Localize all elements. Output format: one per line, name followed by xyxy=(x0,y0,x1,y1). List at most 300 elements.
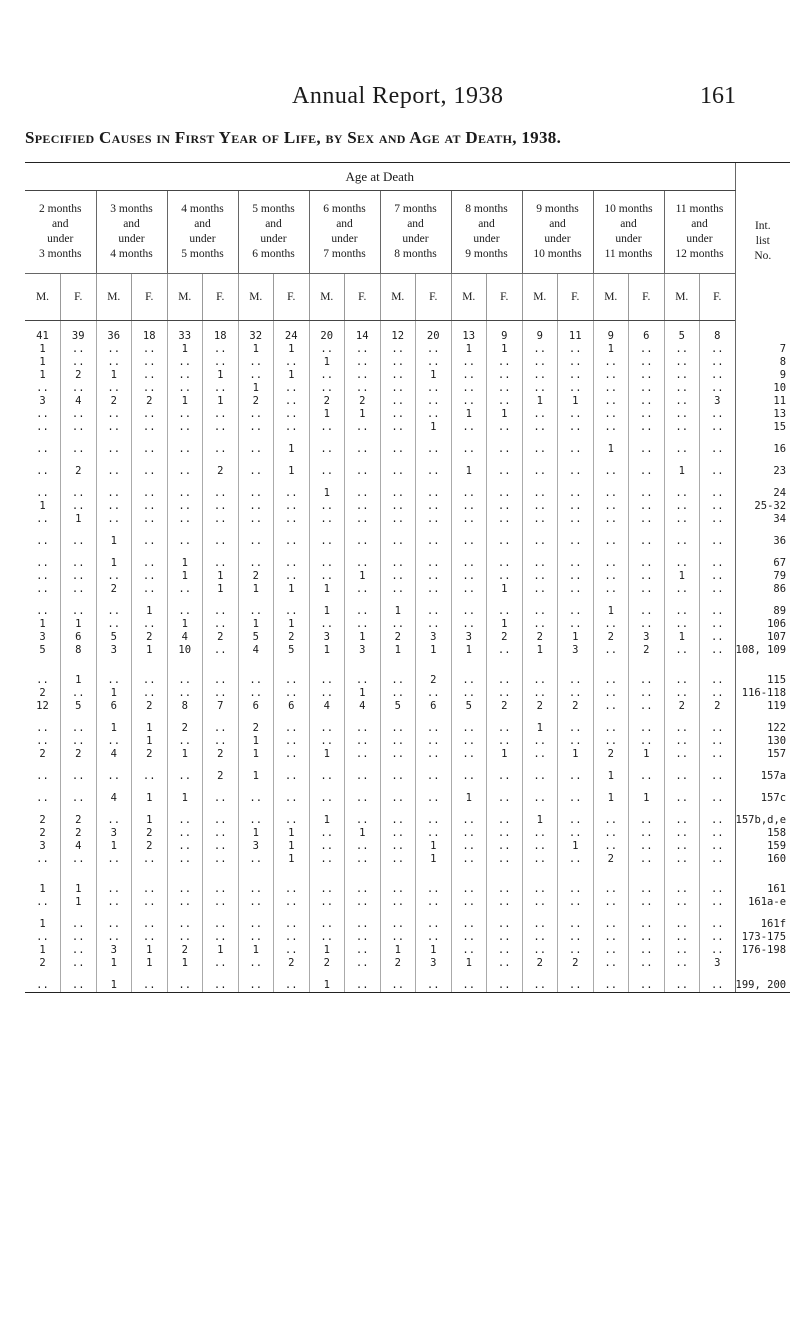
age-group-header xyxy=(593,191,664,274)
count-cell: 1 xyxy=(451,644,487,657)
count-cell: .. xyxy=(309,883,345,896)
count-cell: 1 xyxy=(593,343,629,356)
age-group-line: and xyxy=(194,218,211,230)
spacer-cell xyxy=(203,321,239,331)
female-header: F. xyxy=(487,274,523,321)
count-cell: .. xyxy=(203,918,239,931)
count-cell: .. xyxy=(416,735,452,748)
count-cell: .. xyxy=(274,918,310,931)
count-cell: 2 xyxy=(380,631,416,644)
int-list-number: 115 xyxy=(735,674,790,687)
count-cell: .. xyxy=(380,583,416,596)
spacer-cell xyxy=(96,548,132,557)
count-cell: .. xyxy=(36,465,49,477)
spacer-cell xyxy=(25,866,61,883)
int-header-line: Int. xyxy=(754,220,771,233)
count-cell: .. xyxy=(629,570,665,583)
spacer-cell xyxy=(167,970,203,979)
count-cell: 2 xyxy=(132,748,168,761)
spacer-cell xyxy=(96,970,132,979)
count-cell: .. xyxy=(345,979,381,993)
male-header: M. xyxy=(167,274,203,321)
count-cell: .. xyxy=(380,687,416,700)
table-row xyxy=(25,687,790,700)
int-list-number: 157a xyxy=(735,770,790,783)
count-cell: .. xyxy=(61,408,97,421)
age-group-line: 8 months xyxy=(394,248,437,260)
count-cell: .. xyxy=(132,356,168,369)
spacer-cell xyxy=(203,866,239,883)
count-cell: .. xyxy=(167,883,203,896)
spacer-cell xyxy=(96,657,132,674)
count-cell: .. xyxy=(451,557,487,570)
spacer-cell xyxy=(345,596,381,605)
spacer-cell xyxy=(487,456,523,465)
count-cell: 1 xyxy=(487,748,523,761)
count-cell: .. xyxy=(416,770,452,783)
count-cell: .. xyxy=(700,735,736,748)
count-cell: .. xyxy=(593,500,629,513)
count-cell: .. xyxy=(487,557,523,570)
count-cell: .. xyxy=(487,827,523,840)
count-cell: .. xyxy=(274,382,310,395)
spacer-cell xyxy=(380,713,416,722)
spacer-cell xyxy=(25,596,61,605)
count-cell: .. xyxy=(664,513,700,526)
count-cell: .. xyxy=(629,770,665,783)
count-cell: 1 xyxy=(167,557,203,570)
spacer-cell xyxy=(700,456,736,465)
count-cell: .. xyxy=(700,421,736,434)
spacer-cell xyxy=(61,548,97,557)
male-header: M. xyxy=(593,274,629,321)
count-cell: 1 xyxy=(629,748,665,761)
count-cell: 1 xyxy=(96,979,132,993)
count-cell: 24 xyxy=(274,330,310,343)
count-cell: .. xyxy=(416,792,452,805)
count-cell: .. xyxy=(309,853,345,866)
spacer-cell xyxy=(203,805,239,814)
spacer-cell xyxy=(274,909,310,918)
spacer-cell xyxy=(664,434,700,443)
count-cell: .. xyxy=(61,722,97,735)
spacer-cell xyxy=(167,783,203,792)
count-cell: 1 xyxy=(167,570,203,583)
spacer-cell xyxy=(735,970,790,979)
count-cell: 1 xyxy=(238,583,274,596)
count-cell: .. xyxy=(36,583,49,595)
count-cell: 1 xyxy=(238,343,274,356)
count-cell: 1 xyxy=(309,979,345,993)
count-cell: .. xyxy=(380,343,416,356)
count-cell: 1 xyxy=(593,605,629,618)
count-cell: 3 xyxy=(39,840,46,852)
spacer-cell xyxy=(132,970,168,979)
count-cell: 1 xyxy=(39,343,46,355)
spacer-row xyxy=(25,548,790,557)
count-cell: .. xyxy=(132,674,168,687)
count-cell: .. xyxy=(203,644,239,657)
spacer-cell xyxy=(416,805,452,814)
count-cell: .. xyxy=(700,570,736,583)
count-cell: .. xyxy=(380,618,416,631)
count-cell: .. xyxy=(167,931,203,944)
count-cell: .. xyxy=(309,535,345,548)
count-cell: .. xyxy=(629,465,665,478)
age-group-header xyxy=(309,191,380,274)
count-cell: 2 xyxy=(380,957,416,970)
age-group-line: 10 months xyxy=(533,248,582,260)
count-cell: .. xyxy=(167,443,203,456)
count-cell: 1 xyxy=(593,792,629,805)
int-list-number: 8 xyxy=(735,356,790,369)
male-header: M. xyxy=(664,274,700,321)
count-cell: .. xyxy=(61,979,97,993)
table-row xyxy=(25,722,790,735)
count-cell: .. xyxy=(238,408,274,421)
int-list-number: 122 xyxy=(735,722,790,735)
spacer-cell xyxy=(25,657,61,674)
count-cell: 1 xyxy=(203,369,239,382)
count-cell: .. xyxy=(132,979,168,993)
count-cell: .. xyxy=(36,722,49,734)
spacer-cell xyxy=(735,909,790,918)
spacer-cell xyxy=(451,526,487,535)
spacer-cell xyxy=(664,321,700,331)
count-cell: 2 xyxy=(203,465,239,478)
table-row xyxy=(25,570,790,583)
count-cell: .. xyxy=(522,382,558,395)
count-cell: .. xyxy=(238,853,274,866)
count-cell: .. xyxy=(629,814,665,827)
female-header: F. xyxy=(345,274,381,321)
spacer-cell xyxy=(664,526,700,535)
count-cell: .. xyxy=(487,382,523,395)
spacer-cell xyxy=(416,866,452,883)
count-cell: .. xyxy=(700,356,736,369)
count-cell: 3 xyxy=(416,957,452,970)
spacer-cell xyxy=(25,909,61,918)
count-cell: .. xyxy=(522,944,558,957)
spacer-cell xyxy=(167,321,203,331)
spacer-cell xyxy=(238,434,274,443)
count-cell: 1 xyxy=(96,722,132,735)
count-cell: 2 xyxy=(629,644,665,657)
count-cell: 1 xyxy=(274,465,310,478)
count-cell: .. xyxy=(700,674,736,687)
count-cell: .. xyxy=(96,931,132,944)
spacer-cell xyxy=(593,526,629,535)
count-cell: .. xyxy=(345,605,381,618)
count-cell: .. xyxy=(629,853,665,866)
count-cell: .. xyxy=(167,465,203,478)
count-cell: .. xyxy=(629,369,665,382)
count-cell: .. xyxy=(629,931,665,944)
table-row xyxy=(25,421,790,434)
spacer-row xyxy=(25,596,790,605)
count-cell: .. xyxy=(238,557,274,570)
count-cell: .. xyxy=(274,979,310,993)
count-cell: 1 xyxy=(167,395,203,408)
count-cell: 2 xyxy=(522,957,558,970)
table-row xyxy=(25,644,790,657)
count-cell: .. xyxy=(522,500,558,513)
count-cell: 6 xyxy=(416,700,452,713)
count-cell: 1 xyxy=(238,735,274,748)
count-cell: .. xyxy=(451,618,487,631)
count-cell: .. xyxy=(664,369,700,382)
count-cell: .. xyxy=(700,748,736,761)
count-cell: .. xyxy=(558,944,594,957)
age-group-line: under xyxy=(118,233,145,245)
count-cell: .. xyxy=(664,408,700,421)
count-cell: .. xyxy=(203,513,239,526)
count-cell: .. xyxy=(700,722,736,735)
spacer-cell xyxy=(629,909,665,918)
spacer-cell xyxy=(167,713,203,722)
spacer-cell xyxy=(96,866,132,883)
int-list-number: 199, 200 xyxy=(735,979,790,993)
spacer-cell xyxy=(558,596,594,605)
count-cell: 1 xyxy=(558,631,594,644)
count-cell: .. xyxy=(36,735,49,747)
count-cell: 1 xyxy=(522,395,558,408)
count-cell: .. xyxy=(345,356,381,369)
spacer-cell xyxy=(558,909,594,918)
spacer-cell xyxy=(203,970,239,979)
spacer-cell xyxy=(522,548,558,557)
count-cell: .. xyxy=(416,827,452,840)
count-cell: .. xyxy=(203,443,239,456)
table-row xyxy=(25,931,790,944)
count-cell: .. xyxy=(96,918,132,931)
spacer-cell xyxy=(664,909,700,918)
count-cell: .. xyxy=(451,513,487,526)
count-cell: .. xyxy=(700,500,736,513)
spacer-cell xyxy=(451,761,487,770)
count-cell: .. xyxy=(629,382,665,395)
spacer-cell xyxy=(522,970,558,979)
male-header: M. xyxy=(380,274,416,321)
count-cell: .. xyxy=(167,735,203,748)
count-cell: .. xyxy=(700,918,736,931)
female-header: F. xyxy=(700,274,736,321)
table-row xyxy=(25,814,790,827)
spacer-cell xyxy=(700,909,736,918)
count-cell: 1 xyxy=(522,814,558,827)
count-cell: .. xyxy=(487,369,523,382)
age-group-line: 7 months xyxy=(323,248,366,260)
count-cell: 10 xyxy=(167,644,203,657)
spacer-cell xyxy=(61,970,97,979)
count-cell: 6 xyxy=(61,631,97,644)
age-group-line: under xyxy=(47,233,74,245)
int-list-number: 89 xyxy=(735,605,790,618)
spacer-cell xyxy=(309,478,345,487)
count-cell: .. xyxy=(274,500,310,513)
female-header: F. xyxy=(416,274,452,321)
count-cell: .. xyxy=(309,931,345,944)
count-cell: .. xyxy=(522,853,558,866)
count-cell: .. xyxy=(96,382,132,395)
count-cell: .. xyxy=(380,722,416,735)
count-cell: .. xyxy=(629,356,665,369)
count-cell: 2 xyxy=(39,748,46,760)
count-cell: .. xyxy=(203,605,239,618)
sex-header-row xyxy=(25,274,790,321)
int-list-number: 161 xyxy=(735,883,790,896)
count-cell: .. xyxy=(451,979,487,993)
spacer-cell xyxy=(664,657,700,674)
count-cell: .. xyxy=(167,896,203,909)
count-cell: 1 xyxy=(61,674,97,687)
spacer-cell xyxy=(132,478,168,487)
count-cell: 1 xyxy=(167,792,203,805)
count-cell: .. xyxy=(593,570,629,583)
table-row xyxy=(25,343,790,356)
count-cell: .. xyxy=(345,618,381,631)
count-cell: .. xyxy=(96,465,132,478)
count-cell: .. xyxy=(61,918,97,931)
spacer-cell xyxy=(522,657,558,674)
int-list-number: 23 xyxy=(735,465,790,478)
count-cell: .. xyxy=(700,535,736,548)
count-cell: 1 xyxy=(451,343,487,356)
count-cell: .. xyxy=(61,931,97,944)
count-cell: .. xyxy=(593,487,629,500)
count-cell: 1 xyxy=(487,408,523,421)
count-cell: .. xyxy=(238,687,274,700)
count-cell: .. xyxy=(558,792,594,805)
count-cell: .. xyxy=(416,443,452,456)
count-cell: 1 xyxy=(39,918,46,930)
count-cell: .. xyxy=(61,356,97,369)
count-cell: .. xyxy=(238,931,274,944)
count-cell: .. xyxy=(522,687,558,700)
count-cell: .. xyxy=(416,931,452,944)
spacer-cell xyxy=(309,434,345,443)
int-list-number: 158 xyxy=(735,827,790,840)
count-cell: .. xyxy=(700,605,736,618)
count-cell: 3 xyxy=(309,631,345,644)
count-cell: .. xyxy=(593,722,629,735)
spacer-cell xyxy=(345,548,381,557)
spacer-cell xyxy=(558,548,594,557)
count-cell: .. xyxy=(167,535,203,548)
count-cell: .. xyxy=(451,770,487,783)
count-cell: .. xyxy=(238,814,274,827)
count-cell: .. xyxy=(61,687,97,700)
count-cell: .. xyxy=(416,605,452,618)
spacer-cell xyxy=(700,526,736,535)
count-cell: .. xyxy=(593,395,629,408)
spacer-cell xyxy=(25,970,61,979)
count-cell: .. xyxy=(380,814,416,827)
count-cell: 4 xyxy=(309,700,345,713)
count-cell: 1 xyxy=(96,535,132,548)
spacer-cell xyxy=(593,805,629,814)
spacer-row xyxy=(25,526,790,535)
count-cell: 2 xyxy=(167,944,203,957)
count-cell: .. xyxy=(167,918,203,931)
count-cell: .. xyxy=(629,443,665,456)
count-cell: .. xyxy=(345,722,381,735)
count-cell: .. xyxy=(380,408,416,421)
spacer-cell xyxy=(238,713,274,722)
count-cell: 1 xyxy=(274,618,310,631)
count-cell: .. xyxy=(416,883,452,896)
spacer-cell xyxy=(416,456,452,465)
count-cell: 2 xyxy=(61,748,97,761)
spacer-cell xyxy=(238,596,274,605)
count-cell: .. xyxy=(416,687,452,700)
count-cell: .. xyxy=(96,605,132,618)
spacer-cell xyxy=(487,970,523,979)
count-cell: .. xyxy=(629,700,665,713)
table-row xyxy=(25,944,790,957)
count-cell: .. xyxy=(96,674,132,687)
spacer-cell xyxy=(487,657,523,674)
count-cell: .. xyxy=(132,535,168,548)
count-cell: .. xyxy=(238,465,274,478)
count-cell: .. xyxy=(451,687,487,700)
spacer-cell xyxy=(664,596,700,605)
count-cell: .. xyxy=(487,513,523,526)
count-cell: .. xyxy=(451,931,487,944)
spacer-cell xyxy=(203,548,239,557)
count-cell: 12 xyxy=(36,700,49,712)
age-group-line: 8 months xyxy=(465,203,508,215)
count-cell: 3 xyxy=(416,631,452,644)
count-cell: 2 xyxy=(61,369,97,382)
count-cell: .. xyxy=(61,570,97,583)
count-cell: .. xyxy=(96,770,132,783)
male-header: M. xyxy=(309,274,345,321)
count-cell: .. xyxy=(309,513,345,526)
count-cell: .. xyxy=(96,513,132,526)
count-cell: 2 xyxy=(39,957,46,969)
age-group-header xyxy=(664,191,735,274)
age-group-line: and xyxy=(620,218,637,230)
count-cell: .. xyxy=(700,343,736,356)
spacer-cell xyxy=(700,761,736,770)
spacer-cell xyxy=(309,866,345,883)
count-cell: .. xyxy=(487,840,523,853)
count-cell: 1 xyxy=(167,618,203,631)
count-cell: .. xyxy=(487,931,523,944)
count-cell: 1 xyxy=(629,792,665,805)
spacer-cell xyxy=(238,970,274,979)
spacer-cell xyxy=(380,596,416,605)
spacer-cell xyxy=(593,434,629,443)
count-cell: 1 xyxy=(39,369,46,381)
count-cell: .. xyxy=(380,513,416,526)
count-cell: .. xyxy=(522,513,558,526)
count-cell: .. xyxy=(451,583,487,596)
spacer-cell xyxy=(238,909,274,918)
spacer-cell xyxy=(25,761,61,770)
spacer-cell xyxy=(558,805,594,814)
count-cell: 1 xyxy=(274,827,310,840)
count-cell: .. xyxy=(664,814,700,827)
int-list-number: 157c xyxy=(735,792,790,805)
count-cell: 1 xyxy=(132,722,168,735)
spacer-cell xyxy=(735,548,790,557)
count-cell: 3 xyxy=(700,395,736,408)
spacer-cell xyxy=(735,456,790,465)
count-cell: 1 xyxy=(61,513,97,526)
count-cell: .. xyxy=(629,827,665,840)
